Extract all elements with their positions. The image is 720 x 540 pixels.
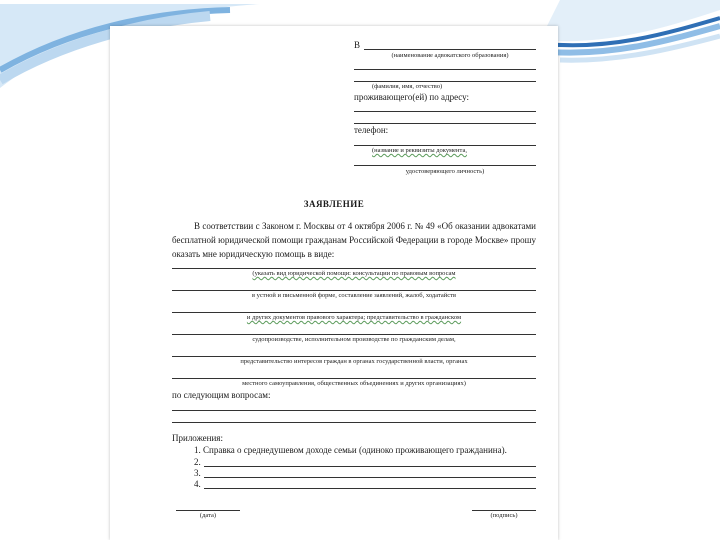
- id-document-caption-2: удостоверяющего личность): [405, 168, 485, 175]
- request-paragraph: В соответствии с Законом г. Москвы от 4 октября 2006 г. № 49 «Об оказании адвокатами бесплатной юридической помощи гражданам Российской Федерации в городе Москве» прошу оказать мне юридическую помощь в виде:: [172, 221, 536, 259]
- signature-line: [472, 510, 536, 511]
- id-document-line: [354, 165, 536, 166]
- name-line-2: [354, 81, 536, 82]
- help-type-line-5: [172, 356, 536, 357]
- attachment-line-3: [204, 477, 536, 478]
- help-caption-2: в устной и письменной форме, составление заявлений, жалоб, ходатайств: [251, 292, 457, 299]
- questions-line-2: [172, 422, 536, 423]
- help-type-line-1: [172, 268, 536, 269]
- name-caption: (фамилия, имя, отчество): [372, 83, 443, 90]
- org-line: [364, 49, 536, 50]
- help-caption-3: и других документов правового характера; представительство в гражданском: [246, 314, 462, 321]
- org-caption: (наименование адвокатского образования): [391, 52, 509, 59]
- document-title: ЗАЯВЛЕНИЕ: [303, 199, 365, 209]
- attachment-item-4: 4.: [194, 479, 201, 489]
- address-label: проживающего(ей) по адресу:: [354, 92, 470, 102]
- attachment-item-3: 3.: [194, 468, 201, 478]
- application-document-page: [110, 26, 558, 540]
- name-line-1: [354, 69, 536, 70]
- attachments-label: Приложения:: [172, 433, 223, 443]
- date-line: [176, 510, 240, 511]
- date-caption: (дата): [199, 512, 217, 519]
- attachment-item-2: 2.: [194, 457, 201, 467]
- address-line-1: [354, 111, 536, 112]
- attachment-line-2: [204, 466, 536, 467]
- help-caption-1: (указать вид юридической помощи: консультации по правовым вопросам: [252, 270, 456, 277]
- help-type-line-6: [172, 378, 536, 379]
- help-caption-6: местного самоуправления, общественных объединениях и других организациях): [242, 380, 466, 387]
- help-type-line-3: [172, 312, 536, 313]
- help-caption-4: судопроизводстве, исполнительном производстве по гражданским делам,: [252, 336, 456, 343]
- phone-label: телефон:: [354, 125, 389, 135]
- questions-line-1: [172, 410, 536, 411]
- recipient-prefix: В: [354, 40, 361, 50]
- attachment-item-1: 1. Справка о среднедушевом доходе семьи (одиноко проживающего гражданина).: [194, 445, 507, 455]
- address-line-2: [354, 123, 536, 124]
- id-document-caption: (название и реквизиты документа,: [372, 147, 467, 154]
- attachment-line-4: [204, 488, 536, 489]
- questions-label: по следующим вопросам:: [172, 390, 271, 400]
- help-type-line-4: [172, 334, 536, 335]
- help-caption-5: представительство интересов граждан в органах государственной власти, органах: [240, 358, 468, 365]
- signature-caption: (подпись): [490, 512, 518, 519]
- phone-line: [354, 145, 536, 146]
- help-type-line-2: [172, 290, 536, 291]
